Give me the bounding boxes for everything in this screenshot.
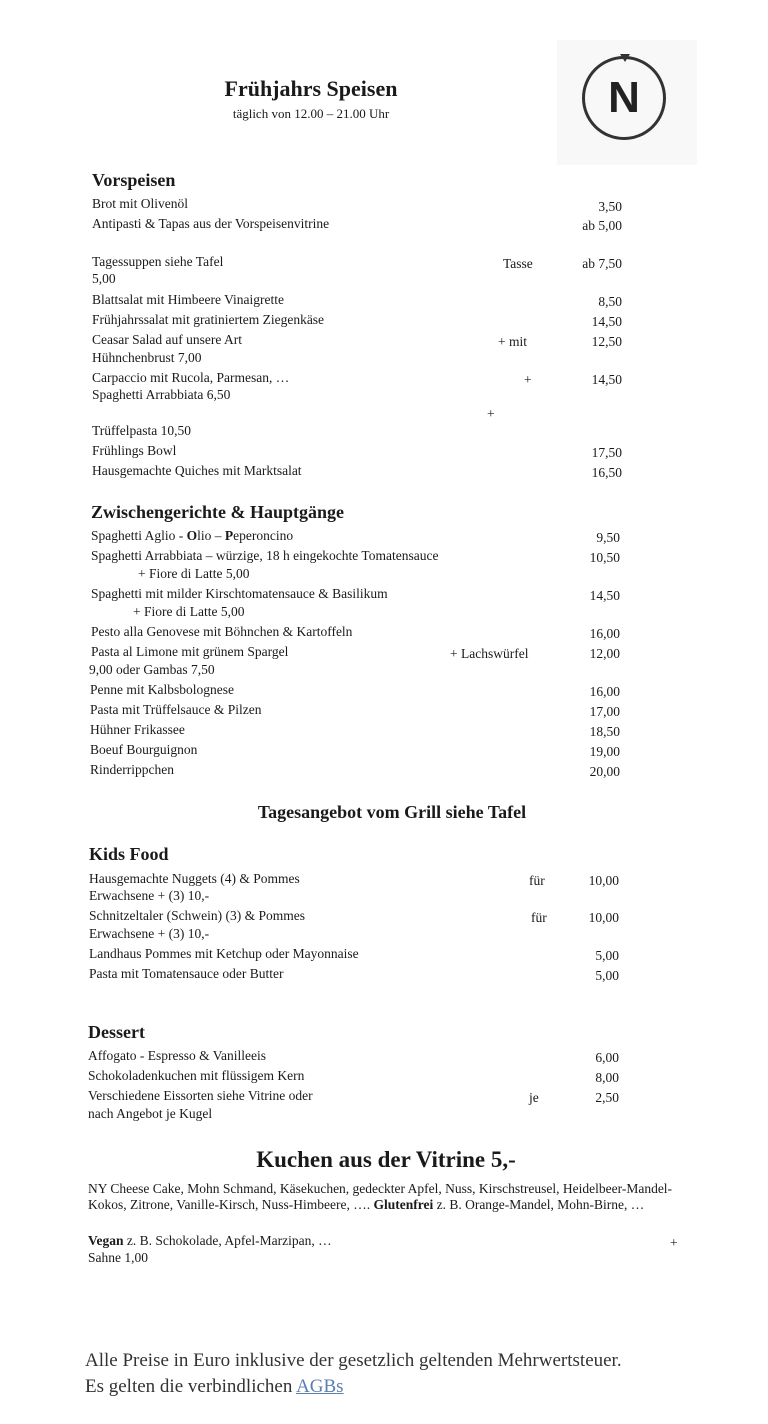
menu-item-name: Landhaus Pommes mit Ketchup oder Mayonnaise [89, 946, 359, 961]
menu-item-extra: für [531, 910, 547, 925]
menu-item-name: Pesto alla Genovese mit Böhnchen & Kartoffeln [91, 624, 353, 639]
menu-item-price: 8,00 [595, 1070, 619, 1085]
menu-item-price: 16,50 [591, 465, 622, 480]
menu-item-price: 17,00 [589, 704, 620, 719]
menu-item-name: Carpaccio mit Rucola, Parmesan, … [92, 370, 290, 385]
menu-item-name: Pasta al Limone mit grünem Spargel [91, 644, 289, 659]
menu-item-name: Hühner Frikassee [90, 722, 185, 737]
section-heading-vorspeisen: Vorspeisen [92, 170, 176, 190]
menu-item-name: Hausgemachte Quiches mit Marktsalat [92, 463, 302, 478]
menu-item-extra: Erwachsene + (3) 10,- [89, 926, 210, 941]
menu-item-name: Boeuf Bourguignon [90, 742, 198, 757]
menu-item-price: 14,50 [589, 588, 620, 603]
section-heading-kuchen: Kuchen aus der Vitrine 5,- [256, 1147, 516, 1172]
menu-item-price: 14,50 [591, 314, 622, 329]
menu-item-price: 10,00 [588, 873, 619, 888]
menu-item-name: Frühjahrssalat mit gratiniertem Ziegenkäse [92, 312, 325, 327]
menu-item-extra: 9,00 oder Gambas 7,50 [89, 662, 215, 677]
glutenfrei-label: Glutenfrei [373, 1197, 434, 1212]
menu-item-name: Pasta mit Trüffelsauce & Pilzen [90, 702, 262, 717]
price-notice: Alle Preise in Euro inklusive der gesetzlich geltenden Mehrwertsteuer. [85, 1350, 622, 1371]
menu-item-price: 10,50 [589, 550, 620, 565]
menu-item-extra: Erwachsene + (3) 10,- [89, 888, 210, 903]
menu-item-price: 19,00 [589, 744, 620, 759]
vegan-line [88, 1233, 332, 1249]
menu-item-price: 3,50 [598, 199, 622, 214]
sahne-extra: Sahne 1,00 [88, 1250, 148, 1265]
menu-item-name: Tagessuppen siehe Tafel [92, 254, 224, 269]
menu-item-name: Antipasti & Tapas aus der Vorspeisenvitrine [92, 216, 330, 231]
menu-item-price: 18,50 [589, 724, 620, 739]
kuchen-description [88, 1181, 698, 1213]
menu-item-extra: + [487, 406, 495, 421]
menu-item-extra: + Fiore di Latte 5,00 [133, 604, 245, 619]
menu-item-extra: + [524, 372, 532, 387]
page-title: Frühjahrs Speisen [224, 76, 398, 101]
kuchen-list: NY Cheese Cake, Mohn Schmand, Käsekuchen, gedeckter Apfel, Nuss, Kirschstreusel, Heidelbeer-Mandel-Kokos, Zitrone, Vanille-Kirsch, Nuss-Himbeere, …. [88, 1181, 673, 1212]
terms-text: Es gelten die verbindlichen [85, 1376, 297, 1397]
menu-item-price: 5,00 [595, 968, 619, 983]
terms-notice [85, 1376, 344, 1398]
menu-item-price: 12,00 [589, 646, 620, 661]
menu-item-price: 16,00 [589, 684, 620, 699]
menu-item-price: 10,00 [588, 910, 619, 925]
menu-item-extra: 5,00 [92, 271, 116, 286]
section-heading-hauptgaenge: Zwischengerichte & Hauptgänge [91, 502, 344, 522]
opening-hours: täglich von 12.00 – 21.00 Uhr [232, 106, 390, 121]
menu-item-name: Verschiedene Eissorten siehe Vitrine oder [88, 1088, 313, 1103]
logo-letter: N [608, 73, 640, 122]
menu-item-price: 2,50 [595, 1090, 619, 1105]
menu-item-extra: je [529, 1090, 539, 1105]
glutenfrei-list: z. B. Orange-Mandel, Mohn-Birne, … [433, 1197, 645, 1212]
menu-item-name [91, 528, 293, 544]
menu-item-name: Penne mit Kalbsbolognese [90, 682, 234, 697]
menu-item-name: Spaghetti mit milder Kirschtomatensauce & Basilikum [91, 586, 388, 601]
agb-link[interactable]: AGBs [296, 1376, 344, 1397]
name-part: glio - [154, 528, 187, 543]
menu-item-price: 16,00 [589, 626, 620, 641]
menu-item-extra: Spaghetti Arrabbiata 6,50 [92, 387, 231, 402]
menu-item-price: 5,00 [595, 948, 619, 963]
menu-item-price: 17,50 [591, 445, 622, 460]
menu-item-price: 20,00 [589, 764, 620, 779]
vegan-label: Vegan [88, 1233, 124, 1248]
menu-item-extra: Hühnchenbrust 7,00 [92, 350, 202, 365]
menu-item-price: ab 7,50 [582, 256, 622, 271]
name-part-bold: P [224, 528, 234, 543]
menu-item-extra: nach Angebot je Kugel [88, 1106, 213, 1121]
menu-item-extra: + Lachswürfel [450, 646, 529, 661]
vegan-list: z. B. Schokolade, Apfel-Marzipan, … [123, 1233, 332, 1248]
menu-item-extra: + Fiore di Latte 5,00 [138, 566, 250, 581]
menu-item-price: 6,00 [595, 1050, 619, 1065]
menu-item-price: 12,50 [591, 334, 622, 349]
name-part: lio – [197, 528, 225, 543]
name-part: eperoncino [233, 528, 294, 543]
section-heading-kids: Kids Food [89, 844, 169, 864]
menu-item-extra: Tasse [503, 256, 533, 271]
menu-item-name: Brot mit Olivenöl [92, 196, 188, 211]
menu-item-name: Spaghetti Arrabbiata – würzige, 18 h eingekochte Tomatensauce [91, 548, 439, 563]
menu-item-name: Hausgemachte Nuggets (4) & Pommes [89, 871, 300, 886]
menu-item-price: 9,50 [596, 530, 620, 545]
menu-item-name: Affogato - Espresso & Vanilleeis [88, 1048, 266, 1063]
menu-item-name: Schnitzeltaler (Schwein) (3) & Pommes [89, 908, 305, 923]
menu-item-extra: für [529, 873, 545, 888]
menu-item-price: 14,50 [591, 372, 622, 387]
name-part-bold: O [186, 528, 198, 543]
menu-item-name: Ceasar Salad auf unsere Art [92, 332, 242, 347]
menu-item-price: 8,50 [598, 294, 622, 309]
menu-item-name: Schokoladenkuchen mit flüssigem Kern [88, 1068, 305, 1083]
menu-item-name: Blattsalat mit Himbeere Vinaigrette [92, 292, 285, 307]
plus-sign: + [670, 1235, 678, 1250]
menu-item-name: Pasta mit Tomatensauce oder Butter [89, 966, 284, 981]
restaurant-logo [557, 40, 697, 165]
menu-item-name: Rinderrippchen [90, 762, 174, 777]
name-part: Spaghetti A [91, 528, 155, 543]
menu-item-price: ab 5,00 [582, 218, 622, 233]
menu-item-name: Trüffelpasta 10,50 [92, 423, 191, 438]
section-heading-dessert: Dessert [88, 1022, 145, 1042]
grill-heading: Tagesangebot vom Grill siehe Tafel [257, 802, 527, 822]
menu-item-extra: + mit [498, 334, 527, 349]
menu-item-name: Frühlings Bowl [92, 443, 177, 458]
